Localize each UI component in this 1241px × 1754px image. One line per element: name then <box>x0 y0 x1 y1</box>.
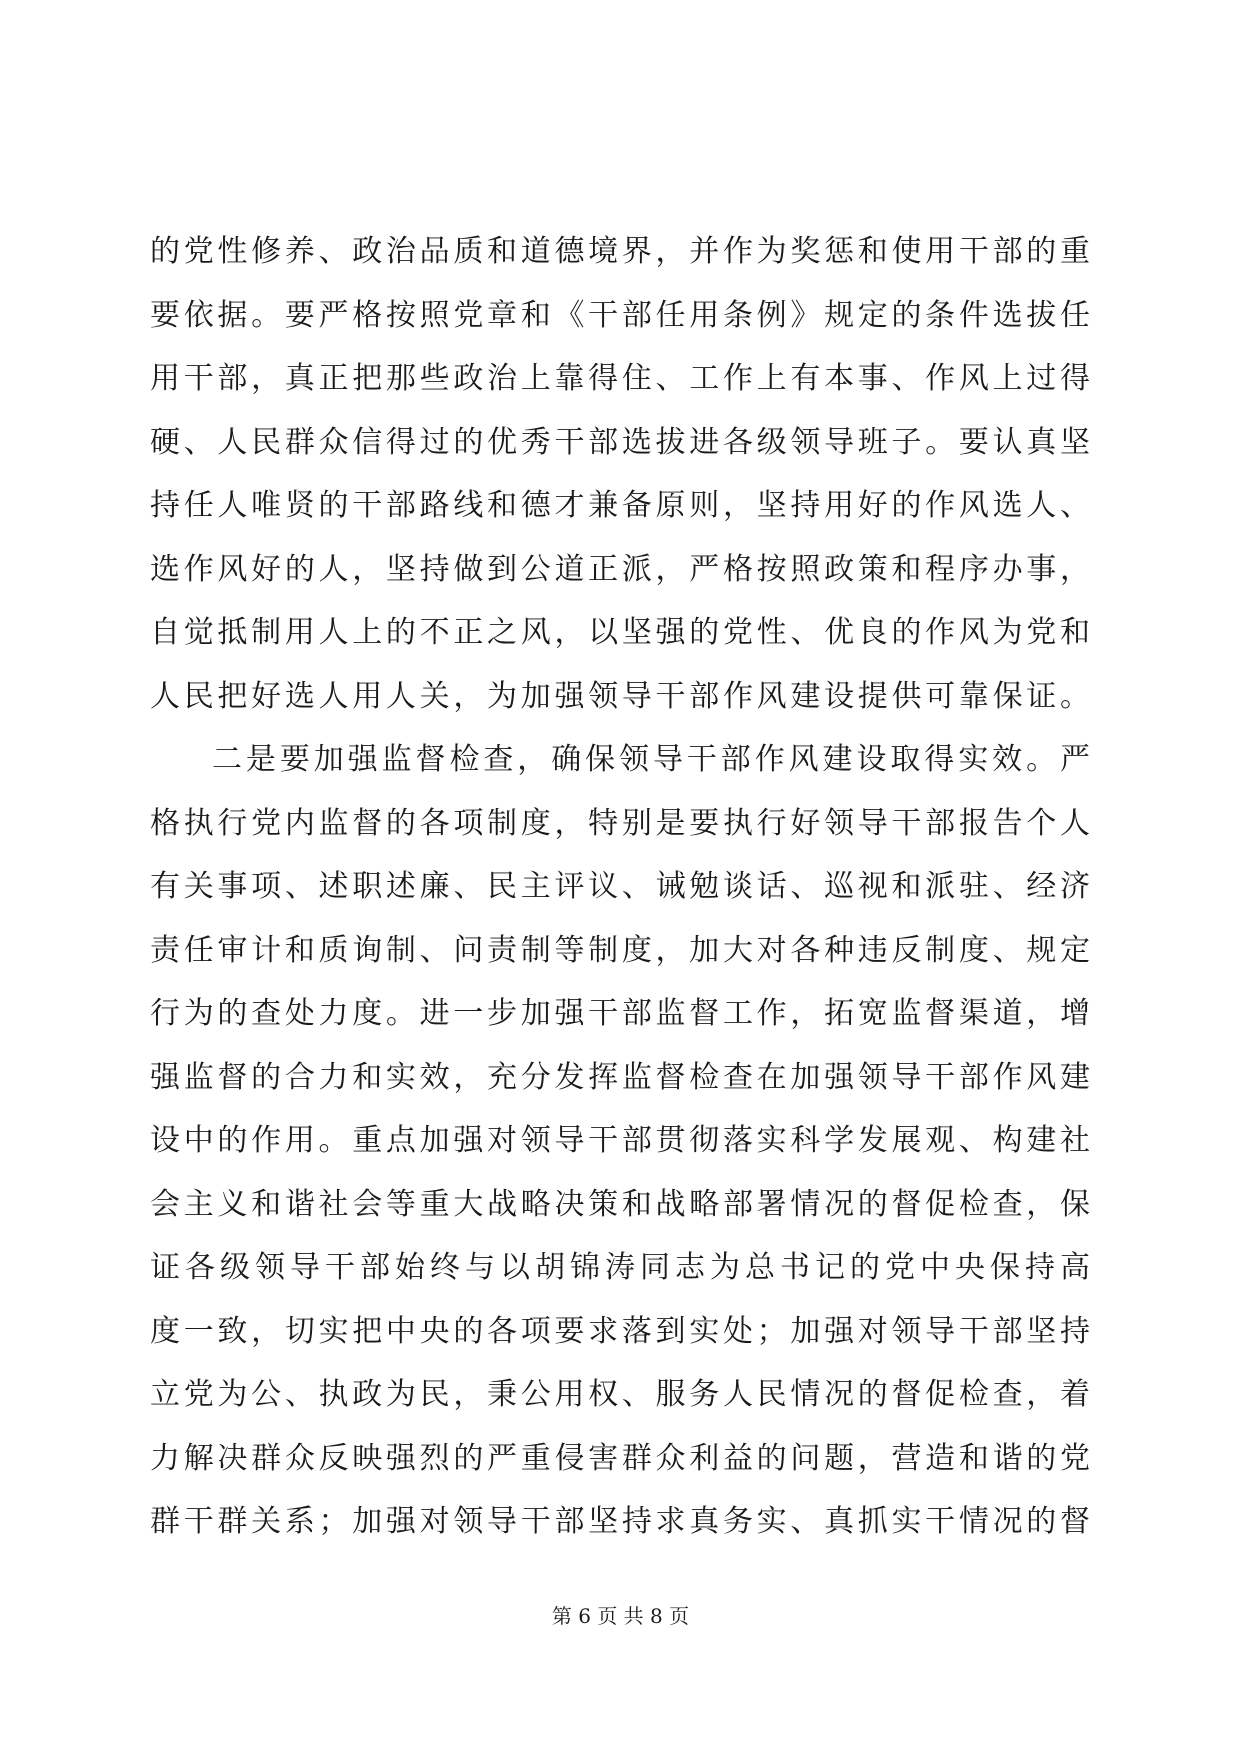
text-line: 会主义和谐社会等重大战略决策和战略部署情况的督促检查，保 <box>150 1186 1090 1222</box>
page-number-footer: 第 6 页 共 8 页 <box>551 1604 690 1628</box>
text-line: 的党性修养、政治品质和道德境界，并作为奖惩和使用干部的重 <box>150 234 1090 269</box>
text-line: 行为的查处力度。进一步加强干部监督工作，拓宽监督渠道，增 <box>150 996 1090 1031</box>
text-line: 立党为公、执政为民，秉公用权、服务人民情况的督促检查，着 <box>150 1377 1090 1412</box>
text-line: 格执行党内监督的各项制度，特别是要执行好领导干部报告个人 <box>150 805 1090 841</box>
text-line: 有关事项、述职述廉、民主评议、诫勉谈话、巡视和派驻、经济 <box>150 869 1090 904</box>
paragraph-first-line: 二是要加强监督检查，确保领导干部作风建设取得实效。严 <box>212 742 1090 777</box>
text-line: 证各级领导干部始终与以胡锦涛同志为总书记的党中央保持高 <box>150 1250 1090 1285</box>
text-line: 力解决群众反映强烈的严重侵害群众利益的问题，营造和谐的党 <box>150 1440 1090 1476</box>
body-text <box>150 220 1090 1554</box>
text-line: 度一致，切实把中央的各项要求落到实处；加强对领导干部坚持 <box>150 1313 1090 1349</box>
text-line: 自觉抵制用人上的不正之风，以坚强的党性、优良的作风为党和 <box>150 615 1090 650</box>
text-line: 选作风好的人，坚持做到公道正派，严格按照政策和程序办事， <box>150 551 1090 587</box>
text-line: 用干部，真正把那些政治上靠得住、工作上有本事、作风上过得 <box>150 361 1090 396</box>
text-line: 责任审计和质询制、问责制等制度，加大对各种违反制度、规定 <box>150 932 1090 968</box>
text-line: 群干群关系；加强对领导干部坚持求真务实、真抓实干情况的督 <box>150 1504 1090 1539</box>
text-line: 强监督的合力和实效，充分发挥监督检查在加强领导干部作风建 <box>150 1059 1090 1095</box>
text-line: 持任人唯贤的干部路线和德才兼备原则，坚持用好的作风选人、 <box>150 488 1090 523</box>
text-line: 硬、人民群众信得过的优秀干部选拔进各级领导班子。要认真坚 <box>150 424 1090 460</box>
text-line: 设中的作用。重点加强对领导干部贯彻落实科学发展观、构建社 <box>150 1123 1090 1158</box>
text-line: 要依据。要严格按照党章和《干部任用条例》规定的条件选拔任 <box>150 297 1090 333</box>
text-line: 人民把好选人用人关，为加强领导干部作风建设提供可靠保证。 <box>150 678 1090 714</box>
